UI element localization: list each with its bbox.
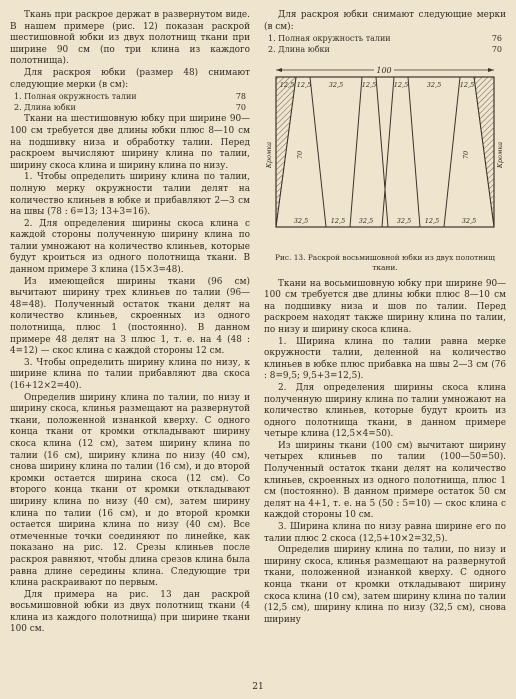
paragraph: Ткани на восьмишовную юбку при ширине 90—100 см требуется две длины юбки плюс 8—10 см на подшивку низа и шов по талии. Перед раскроем находят также ширину клина по талии, по низу и ширину скоса клина. <box>264 278 506 335</box>
page-number: 21 <box>252 682 264 692</box>
paragraph: Для раскроя юбки (размер 48) снимают следующие мерки (в см): <box>10 67 250 90</box>
cutting-diagram <box>264 63 506 249</box>
bottom-hem-label: 32,5 <box>358 217 374 226</box>
paragraph: 2. Для определения ширины скоса клина полученную ширину клина по талии умножают на количество клиньев, которые будут кроить из одного полотнища ткани, в данном примере четыре клина (12,5×4=50). <box>264 382 506 440</box>
top-waist-label: 12,5 <box>296 81 312 90</box>
measurement-value: 70 <box>491 44 502 54</box>
measurement-label: 1. Полная окружность талии <box>268 34 391 44</box>
paragraph: Определив ширину клина по талии, по низу и ширину скоса, клинья размещают на развернутой ткани, положенной изнанкой кверху. С одного конца ткани от кромки откладывают ширину скоса клина (10 см), затем ширину клина по талии (12,5 см), ширину клина по низу (32,5 см), снова ширину <box>264 545 506 625</box>
paragraph: 1. Ширина клина по талии равна мерке окружности талии, деленной на количество клиньев в юбке плюс прибавка на швы 2—3 см (76 : 8=9,5; 9,5+3=12,5). <box>264 336 506 382</box>
paragraph: Для раскроя юбки снимают следующие мерки (в см): <box>264 10 506 32</box>
arrow-right-icon <box>488 68 494 72</box>
top-hem-label: 32,5 <box>426 81 442 90</box>
measurement-list <box>268 34 502 55</box>
gore-line <box>444 77 460 227</box>
measurement-value: 78 <box>235 92 246 102</box>
top-waist-label: 12,5 <box>393 81 409 90</box>
bottom-waist-label: 12,5 <box>424 217 440 226</box>
gore-line <box>376 77 388 227</box>
measurement-row <box>14 92 246 103</box>
measurement-label: 2. Длина юбки <box>14 102 76 112</box>
top-hem-label: 32,5 <box>328 81 344 90</box>
side-length-label: 70 <box>462 151 470 160</box>
measurement-value: 70 <box>235 102 246 112</box>
measurement-list <box>14 92 246 113</box>
gore-line <box>382 77 394 227</box>
bottom-hem-label: 32,5 <box>461 217 477 226</box>
top-waist-label: 12,5 <box>361 81 377 90</box>
left-column <box>10 10 250 636</box>
right-edge-label: Кромка <box>496 142 504 169</box>
paragraph: Ткани на шестишовную юбку при ширине 90—100 см требуется две длины юбки плюс 8—10 см на подшивку низа и обработку талии. Перед раскроем вычисляют ширину клина по талии, ширину скоса клина и ширину клина по низу. <box>10 114 250 171</box>
top-slant-label: 12,5 <box>279 81 295 90</box>
left-edge-label: Кромка <box>265 142 273 169</box>
gore-line <box>350 77 362 227</box>
figure-caption: Рис. 13. Раскрой восьмишовной юбки из двух полотнищ ткани. <box>274 253 495 272</box>
cutting-diagram-svg <box>264 63 506 249</box>
paragraph: Ткань при раскрое держат в развернутом виде. В нашем примере (рис. 12) показан раскрой шестишовной юбки из двух полотнищ ткани при ширине 90 см (по три клина из каждого полотнища). <box>10 10 250 67</box>
bottom-waist-label: 12,5 <box>330 217 346 226</box>
measurement-row <box>14 103 246 114</box>
gore-line <box>408 77 420 227</box>
gore-line <box>310 77 326 227</box>
paragraph: Определив ширину клина по талии, по низу и ширину скоса, клинья размещают на развернутой ткани, положенной изнанкой кверху. С одного конца ткани от кромки откладывают ширину скоса клина (12 см), затем ширину клина по талии (16 см), ширину клина по низу (40 см), снова ширину клина по талии (16 см), и до второй кромки остается ширина скоса (12 см). Со второго конца ткани от кромки откладывают ширину клина по низу (40 см), затем ширину клина по талии (16 см), и до второй кромки остается ширина клина по низу (40 см). Все отмеченные точки соединяют по линейке, как показано на рис. 12. Срезы клиньев после раскроя равняют, чтобы длина срезов клина была равна длине середины клина. Следующие три клина раскраивают по первым. <box>10 392 250 589</box>
paragraph: 3. Чтобы определить ширину клина по низу, к ширине клина по талии прибавляют два скоса (16+12×2=40). <box>10 357 250 391</box>
measurement-label: 1. Полная окружность талии <box>14 92 137 102</box>
paragraph: 3. Ширина клина по низу равна ширине его по талии плюс 2 скоса (12,5+10×2=32,5). <box>264 522 506 544</box>
paragraph: 1. Чтобы определить ширину клина по талии, полную мерку окружности талии делят на количество клиньев в юбке и прибавляют 2—3 см на швы (78 : 6=13; 13+3=16). <box>10 172 250 218</box>
top-total-label: 100 <box>376 66 392 76</box>
side-length-label: 70 <box>296 151 304 160</box>
arrow-left-icon <box>276 68 282 72</box>
paragraph: Из имеющейся ширины ткани (96 см) вычитают ширину трех клиньев по талии (96—48=48). Полученный остаток ткани делят на количество клиньев, скроенных из одного полотнища, плюс 1 (постоянно). В данном примере 48 делят на 3 плюс 1, т. е. на 4 (48 : 4=12) — скос клина с каждой стороны 12 см. <box>10 276 250 357</box>
paragraph: Из ширины ткани (100 см) вычитают ширину четырех клиньев по талии (100—50=50). Полученный остаток ткани делят на количество клиньев, скроенных из одного полотнища, плюс 1 см (постоянно). В данном примере остаток 50 см делят на 4+1, т. е. на 5 (50 : 5=10) — скос клина с каждой стороны 10 см. <box>264 440 506 521</box>
paragraph: 2. Для определения ширины скоса клина с каждой стороны полученную ширину клина по талии умножают на количество клиньев, которые будут кроиться из одного полотнища ткани. В данном примере 3 клина (15×3=48). <box>10 218 250 276</box>
right-column <box>264 10 506 626</box>
measurement-value: 76 <box>491 34 502 44</box>
paragraph: Для примера на рис. 13 дан раскрой восьмишовной юбки из двух полотнищ ткани (4 клина из каждого полотнища) при ширине ткани 100 см. <box>10 589 250 635</box>
top-waist-label: 12,5 <box>459 81 475 90</box>
bottom-hem-label: 32,5 <box>396 217 412 226</box>
measurement-row <box>268 34 502 45</box>
measurement-label: 2. Длина юбки <box>268 44 330 54</box>
measurement-row <box>268 45 502 56</box>
bottom-hem-label: 32,5 <box>293 217 309 226</box>
